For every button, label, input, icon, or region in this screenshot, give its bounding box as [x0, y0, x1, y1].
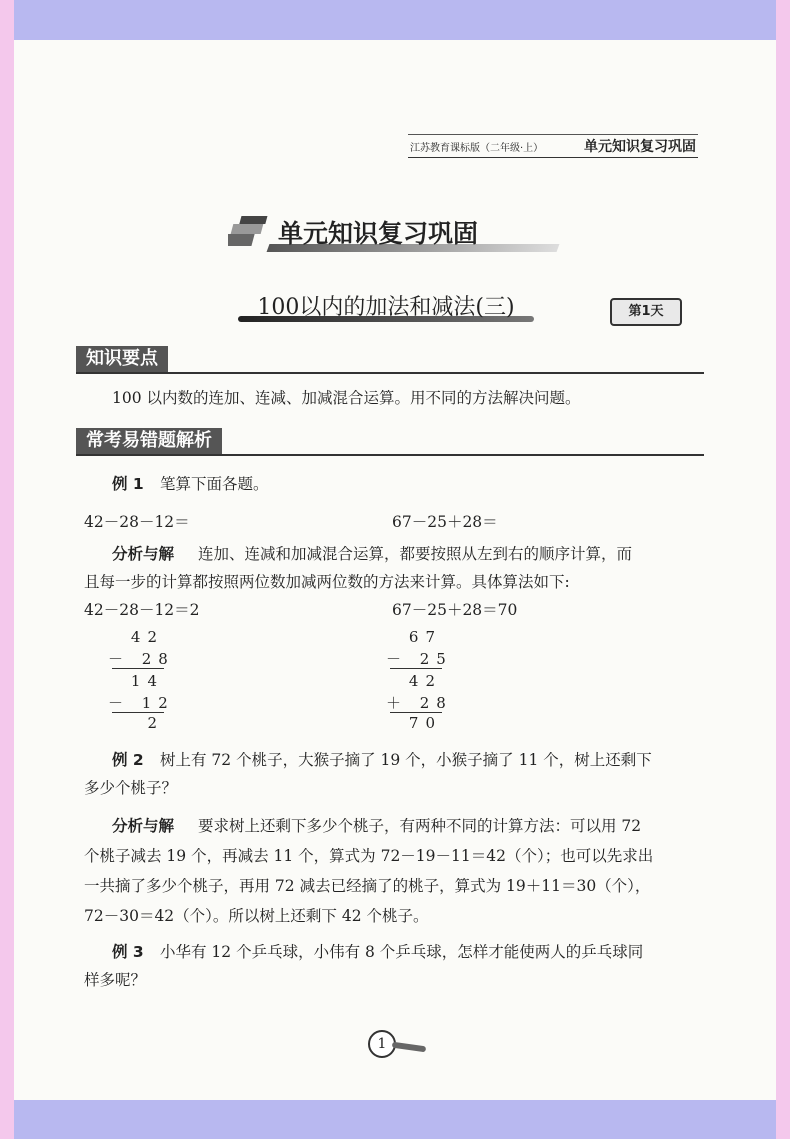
calc-a-line: 14 [130, 672, 164, 690]
calc-b-line: － 25 [386, 650, 453, 668]
example1-analysis-label: 分析与解 [112, 545, 175, 563]
calc-a-rule [112, 668, 164, 669]
calc-b-line: ＋ 28 [386, 694, 453, 712]
example1-text: 笔算下面各题。 [160, 475, 269, 493]
running-head-left: 江苏教育课标版（二年级·上） [410, 143, 544, 154]
running-head [408, 134, 698, 158]
section-errors [76, 428, 704, 456]
page-number: 1 [368, 1030, 396, 1058]
calc-a-line: 2 [147, 714, 164, 732]
example1-expr-b: 67－25＋28＝ [392, 513, 498, 531]
calc-b-line: 42 [408, 672, 442, 690]
section-errors-label: 常考易错题解析 [76, 428, 222, 454]
lesson-heading [238, 290, 534, 324]
chapter-title: 单元知识复习巩固 [278, 219, 479, 248]
example2-analysis-3: 一共摘了多少个桃子，再用 72 减去已经摘了的桃子，算式为 19＋11＝30（个）， [84, 877, 651, 895]
knowledge-text: 100 以内数的连加、连减、加减混合运算。用不同的方法解决问题。 [112, 389, 581, 407]
example3-label: 例 3 [112, 943, 144, 961]
books-icon [228, 214, 274, 250]
page-left-edge [0, 0, 14, 1139]
calc-b-line: 70 [408, 714, 442, 732]
day-badge: 第1天 [610, 298, 682, 326]
section-knowledge-label: 知识要点 [76, 346, 168, 372]
example3-line2: 样多呢？ [84, 971, 147, 989]
calc-b-rule [390, 712, 442, 713]
example2-analysis-2: 个桃子减去 19 个，再减去 11 个，算式为 72－19－11＝42（个）；也可以先求出 [84, 847, 654, 865]
book-page [14, 40, 776, 1100]
example3-line1: 小华有 12 个乒乓球，小伟有 8 个乒乓球，怎样才能使两人的乒乓球同 [160, 943, 644, 961]
page-right-edge [776, 0, 790, 1139]
section-knowledge [76, 346, 704, 374]
example2-analysis-1: 要求树上还剩下多少个桃子，有两种不同的计算方法：可以用 72 [198, 817, 642, 835]
running-head-right: 单元知识复习巩固 [584, 139, 696, 155]
example1-expr-a: 42－28－12＝ [84, 513, 190, 531]
calc-a-line: － 28 [108, 650, 175, 668]
calc-a-line: 42 [130, 628, 164, 646]
example1-label: 例 1 [112, 475, 144, 493]
calc-b-rule [390, 668, 442, 669]
example2-line1: 树上有 72 个桃子，大猴子摘了 19 个，小猴子摘了 11 个，树上还剩下 [160, 751, 652, 769]
example2-line2: 多少个桃子？ [84, 779, 178, 797]
example1-analysis-1: 连加、连减和加减混合运算，都要按照从左到右的顺序计算，而 [198, 545, 633, 563]
example1-analysis-2: 且每一步的计算都按照两位数加减两位数的方法来计算。具体算法如下: [84, 573, 570, 591]
lesson-title: 100以内的加法和减法(三) [257, 295, 515, 320]
calc-a-line: － 12 [108, 694, 175, 712]
example2-label: 例 2 [112, 751, 144, 769]
example2-analysis-label: 分析与解 [112, 817, 175, 835]
example1-result-b: 67－25＋28＝70 [392, 601, 518, 619]
example2-analysis-4: 72－30＝42（个）。所以树上还剩下 42 个桃子。 [84, 907, 429, 925]
example1-result-a: 42－28－12＝2 [84, 601, 200, 619]
calc-b-line: 67 [408, 628, 442, 646]
chapter-heading [228, 210, 558, 256]
calc-a-rule [112, 712, 164, 713]
